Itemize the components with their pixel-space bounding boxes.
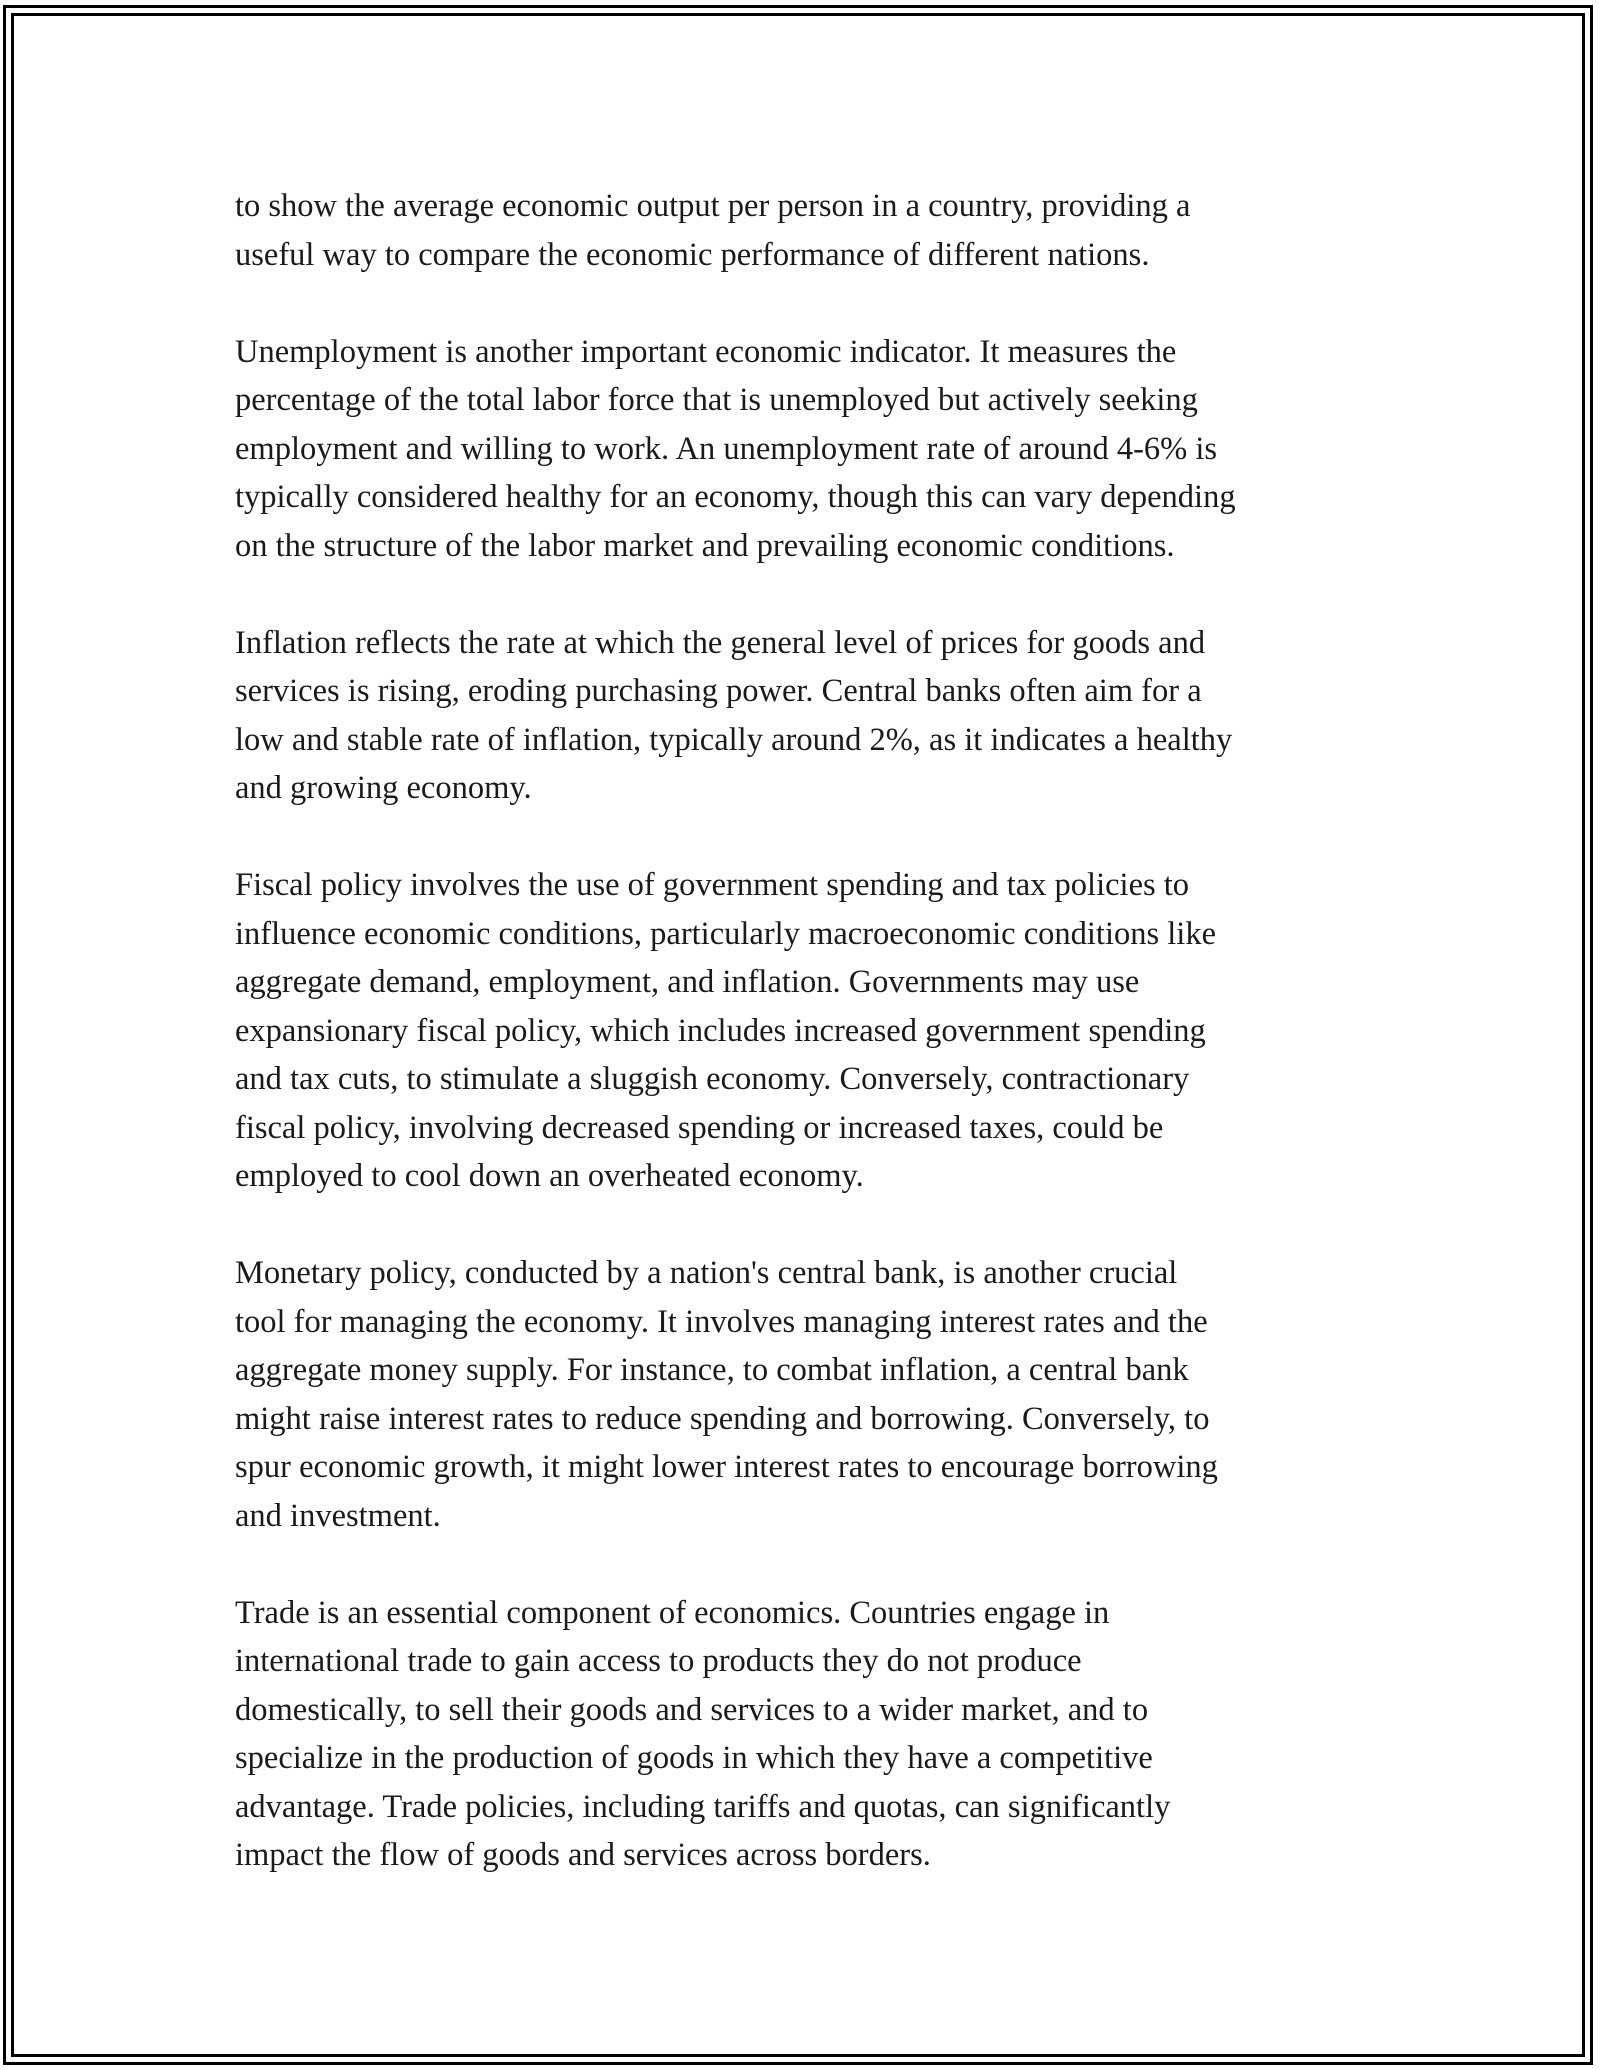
document-body [235,182,1395,1928]
paragraph-inflation: Inflation reflects the rate at which the general level of prices for goods and services is rising, eroding purchasing power. Central banks often aim for a low and stable rate of inflation, typically around 2%, as it indicates a healthy and growing economy. [235,624,1233,806]
paragraph-monetary-policy: Monetary policy, conducted by a nation's central bank, is another crucial tool for managing the economy. It involves managing interest rates and the aggregate money supply. For instance, to combat inflation, a central bank might raise interest rates to reduce spending and borrowing. Conversely, to spur economic growth, it might lower interest rates to encourage borrowing and investment. [235,1255,1218,1534]
paragraph-gdp-per-capita: to show the average economic output per person in a country, providing a useful way to compare the economic performance of different nations. [235,188,1191,273]
paragraph-trade: Trade is an essential component of economics. Countries engage in international trade to gain access to products they do not produce domestically, to sell their goods and services to a wider market, and to specialize in the production of goods in which they have a competitive advantage. Trade policies, including tariffs and quotas, can significantly impact the flow of goods and services across borders. [235,1594,1171,1873]
paragraph-fiscal-policy: Fiscal policy involves the use of government spending and tax policies to influence economic conditions, particularly macroeconomic conditions like aggregate demand, employment, and inflation. Governments may use expansionary fiscal policy, which includes increased government spending and tax cuts, to stimulate a sluggish economy. Conversely, contractionary fiscal policy, involving decreased spending or increased taxes, could be employed to cool down an overheated economy. [235,867,1216,1194]
paragraph-unemployment: Unemployment is another important economic indicator. It measures the percentage of the total labor force that is unemployed but actively seeking employment and willing to work. An unemployment rate of around 4-6% is typically considered healthy for an economy, though this can vary depending on the structure of the labor market and prevailing economic conditions. [235,333,1236,564]
